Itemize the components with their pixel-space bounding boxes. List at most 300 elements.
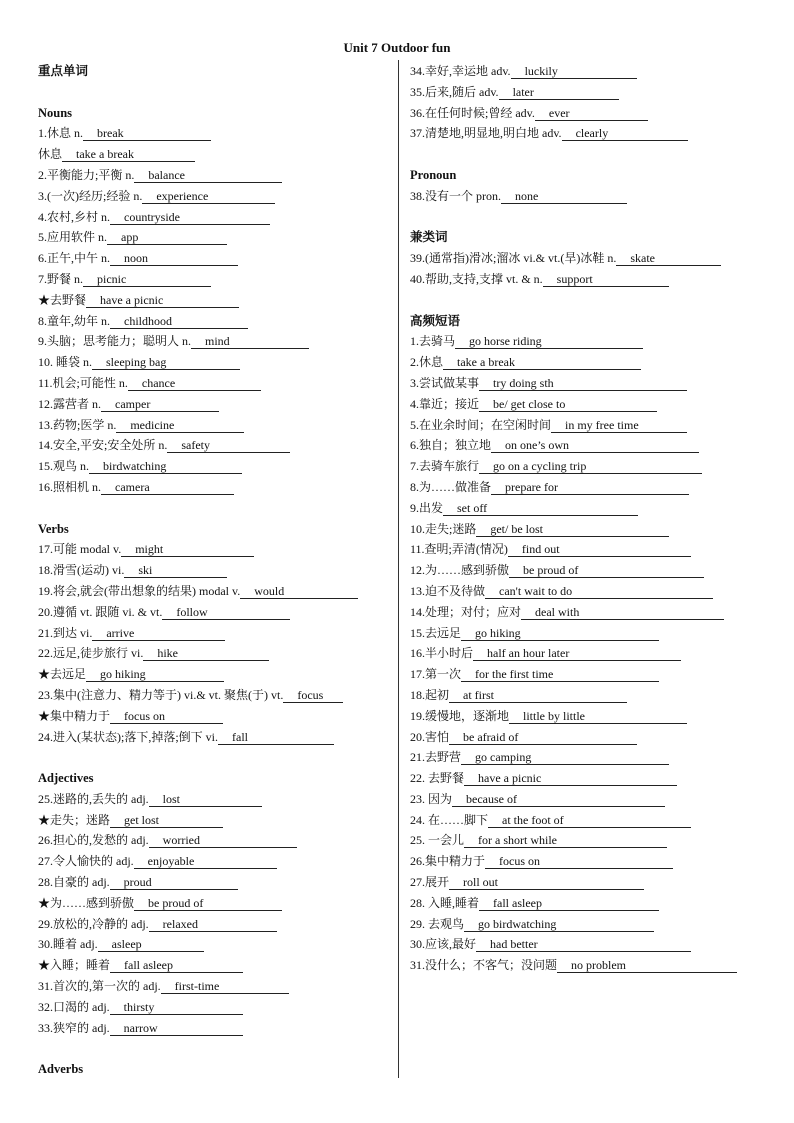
vocab-item (38, 207, 393, 228)
vocab-prompt: 22.远足,徒步旅行 vi. (38, 646, 144, 661)
answer-text: focus (297, 687, 324, 702)
vocab-prompt: 17.第一次 (410, 667, 462, 682)
answer-text: little by little (523, 708, 586, 723)
answer-text: try doing sth (493, 375, 554, 390)
vocab-item (410, 123, 775, 144)
answer-blank (62, 147, 195, 162)
answer-text: at first (463, 687, 495, 702)
answer-blank (283, 688, 343, 703)
answer-text: be proud of (523, 563, 579, 578)
vocab-prompt: 20.遵循 vt. 跟随 vi. & vt. (38, 604, 163, 619)
answer-blank (491, 438, 699, 453)
vocab-prompt: 13.药物;医学 n. (38, 417, 117, 432)
answer-blank (509, 563, 704, 578)
vocab-prompt: ★去野餐 (38, 292, 87, 307)
vocab-item (410, 768, 775, 789)
answer-text: first-time (174, 979, 220, 994)
answer-text: worried (162, 833, 200, 848)
answer-text: fall asleep (124, 958, 173, 973)
answer-blank (476, 522, 669, 537)
answer-blank (240, 584, 358, 599)
answer-blank (551, 418, 687, 433)
vocab-prompt: 5.应用软件 n. (38, 230, 108, 245)
answer-blank (443, 501, 638, 516)
blank-line (38, 82, 393, 103)
answer-text: for a short while (478, 833, 557, 848)
vocab-prompt: 17.可能 modal v. (38, 542, 122, 557)
vocab-prompt: 38.没有一个 pron. (410, 188, 501, 203)
vocab-prompt: 14.安全,平安;安全处所 n. (38, 438, 168, 453)
vocab-item (410, 810, 775, 831)
answer-text: skate (630, 251, 655, 266)
section-heading: 高频短语 (410, 313, 461, 328)
answer-blank (161, 979, 289, 994)
vocab-prompt: 23.集中(注意力、精力等于) vi.& vt. 聚焦(于) vt. (38, 687, 284, 702)
vocab-item (38, 810, 393, 831)
answer-text: be proud of (148, 895, 204, 910)
vocab-item (410, 539, 775, 560)
blank-line (38, 747, 393, 768)
answer-text: for the first time (475, 667, 554, 682)
answer-text: go hiking (100, 667, 146, 682)
vocab-prompt: 3.尝试做某事 (410, 375, 480, 390)
answer-text: deal with (535, 604, 580, 619)
vocab-prompt: 24. 在……脚下 (410, 812, 489, 827)
vocab-item (38, 872, 393, 893)
vocab-prompt: 10. 睡袋 n. (38, 355, 93, 370)
answer-blank (134, 168, 282, 183)
answer-blank (511, 64, 637, 79)
answer-blank (562, 126, 688, 141)
section-heading: Nouns (38, 105, 73, 120)
vocab-prompt: 29.放松的,冷静的 adj. (38, 916, 149, 931)
answer-blank (499, 85, 619, 100)
answer-blank (110, 813, 223, 828)
vocab-prompt: 30.睡着 adj. (38, 937, 98, 952)
answer-blank (110, 251, 238, 266)
vocab-prompt: 28. 入睡,睡着 (410, 895, 480, 910)
answer-text: focus on (124, 708, 166, 723)
vocab-prompt: ★走失；迷路 (38, 812, 111, 827)
answer-text: be afraid of (463, 729, 519, 744)
vocab-item (410, 914, 775, 935)
answer-blank (92, 626, 225, 641)
answer-blank (557, 958, 737, 973)
answer-text: childhood (124, 313, 173, 328)
vocab-item (410, 394, 775, 415)
answer-blank (110, 875, 238, 890)
vocab-item (38, 269, 393, 290)
answer-blank (124, 563, 227, 578)
answer-text: arrive (106, 625, 135, 640)
answer-blank (191, 334, 309, 349)
vocab-item (410, 82, 775, 103)
answer-text: set off (457, 500, 488, 515)
vocab-prompt: 18.起初 (410, 687, 450, 702)
vocab-prompt: 34.幸好,幸运地 adv. (410, 64, 511, 78)
vocab-item (38, 997, 393, 1018)
answer-blank (167, 438, 290, 453)
vocab-item (410, 747, 775, 768)
vocab-item (38, 851, 393, 872)
answer-blank (479, 896, 659, 911)
answer-text: thirsty (123, 999, 155, 1014)
answer-blank (92, 355, 240, 370)
vocab-prompt: ★集中精力于 (38, 708, 111, 723)
answer-blank (101, 397, 219, 412)
vocab-item (38, 560, 393, 581)
vocab-item (410, 851, 775, 872)
answer-blank (464, 771, 677, 786)
vocab-item (410, 269, 775, 290)
vocab-prompt: 37.清楚地,明显地,明白地 adv. (410, 126, 562, 141)
vocab-prompt: 11.查明;弄清(情况) (410, 542, 508, 557)
answer-blank (449, 730, 637, 745)
answer-blank (485, 854, 673, 869)
vocab-prompt: 6.正午,中午 n. (38, 251, 111, 266)
vocab-prompt: 21.去野营 (410, 750, 462, 765)
section-heading: Adjectives (38, 771, 94, 786)
vocab-prompt: 6.独自；独立地 (410, 438, 492, 453)
answer-text: no problem (571, 958, 627, 973)
answer-blank (464, 833, 667, 848)
vocab-item (410, 623, 775, 644)
answer-text: fall (232, 729, 248, 744)
answer-blank (98, 937, 204, 952)
vocab-prompt: ★去远足 (38, 667, 87, 682)
vocab-item (38, 955, 393, 976)
answer-text: sleeping bag (106, 355, 167, 370)
vocab-prompt: 16.半小时后 (410, 646, 474, 661)
vocab-prompt: 25. 一会儿 (410, 833, 465, 848)
answer-blank (491, 480, 689, 495)
vocab-prompt: ★入睡；睡着 (38, 958, 111, 973)
section-heading: Adverbs (38, 1062, 84, 1077)
vocab-item (410, 519, 775, 540)
vocab-item (410, 643, 775, 664)
vocab-item (38, 311, 393, 332)
answer-blank (509, 709, 687, 724)
vocab-prompt: 19.缓慢地，逐渐地 (410, 708, 510, 723)
vocab-item (410, 560, 775, 581)
answer-blank (464, 917, 654, 932)
answer-text: app (121, 230, 139, 245)
vocab-prompt: 7.野餐 n. (38, 271, 84, 286)
vocab-item (410, 581, 775, 602)
answer-text: focus on (499, 854, 541, 869)
vocab-prompt: 35.后来,随后 adv. (410, 84, 499, 99)
vocab-item (410, 352, 775, 373)
vocab-item (38, 830, 393, 851)
answer-blank (83, 126, 211, 141)
vocab-item (38, 394, 393, 415)
answer-text: get/ be lost (490, 521, 544, 536)
answer-text: roll out (463, 875, 499, 890)
answer-text: lost (162, 791, 181, 806)
answer-blank (479, 459, 702, 474)
answer-blank (449, 875, 644, 890)
answer-blank (149, 833, 297, 848)
vocab-item (38, 123, 393, 144)
answer-blank (461, 667, 659, 682)
answer-blank (543, 272, 669, 287)
vocab-prompt: 15.去远足 (410, 625, 462, 640)
answer-blank (143, 646, 269, 661)
vocab-item (38, 539, 393, 560)
answer-blank (116, 418, 244, 433)
answer-text: relaxed (162, 916, 198, 931)
answer-blank (134, 854, 277, 869)
vocab-prompt: 39.(通常指)滑冰;溜冰 vi.& vt.(旱)冰鞋 n. (410, 251, 617, 266)
vocab-item (38, 643, 393, 664)
answer-blank (101, 480, 234, 495)
answer-text: enjoyable (147, 854, 195, 869)
vocab-item (410, 685, 775, 706)
vocab-prompt: 30.应该,最好 (410, 937, 477, 952)
answer-blank (461, 626, 659, 641)
answer-blank (110, 1021, 243, 1036)
answer-blank (476, 937, 691, 952)
vocab-prompt: 2.休息 (410, 355, 444, 370)
vocab-item (410, 186, 775, 207)
vocab-item (38, 248, 393, 269)
vocab-prompt: 8.为……做准备 (410, 479, 492, 494)
answer-blank (142, 189, 275, 204)
vocab-prompt: 19.将会,就会(带出想象的结果) modal v. (38, 583, 241, 598)
vocab-prompt: 12.露营者 n. (38, 396, 102, 411)
vocab-prompt: 1.休息 n. (38, 126, 84, 141)
answer-text: fall asleep (493, 895, 542, 910)
answer-blank (455, 334, 643, 349)
vocab-prompt: 27.展开 (410, 875, 450, 890)
vocab-item (410, 248, 775, 269)
answer-blank (443, 355, 641, 370)
answer-blank (479, 397, 657, 412)
vocab-prompt: 4.靠近；接近 (410, 396, 480, 411)
vocab-item (410, 955, 775, 976)
answer-text: on one’s own (505, 438, 570, 453)
answer-text: go hiking (475, 625, 521, 640)
vocab-item (38, 664, 393, 685)
vocab-item (410, 706, 775, 727)
answer-text: in my free time (565, 417, 639, 432)
vocab-item (410, 602, 775, 623)
answer-blank (149, 917, 277, 932)
answer-blank (110, 1000, 243, 1015)
vocab-item (38, 976, 393, 997)
vocab-item (38, 1018, 393, 1039)
answer-blank (110, 210, 270, 225)
vocab-prompt: 15.观鸟 n. (38, 459, 90, 474)
answer-blank (134, 896, 282, 911)
vocab-item (410, 103, 775, 124)
vocab-item (410, 664, 775, 685)
answer-text: proud (123, 875, 152, 890)
answer-blank (149, 792, 262, 807)
vocab-prompt: 1.去骑马 (410, 334, 456, 349)
vocab-prompt: 5.在业余时间；在空闲时间 (410, 417, 552, 432)
answer-text: luckily (524, 64, 558, 78)
answer-blank (86, 293, 239, 308)
vocab-prompt: 36.在任何时候;曾经 adv. (410, 105, 535, 120)
vocab-prompt: 31.没什么；不客气；没问题 (410, 958, 558, 973)
answer-text: take a break (457, 355, 515, 370)
answer-text: medicine (130, 417, 175, 432)
vocab-prompt: 33.狭窄的 adj. (38, 1020, 110, 1035)
vocab-prompt: 21.到达 vi. (38, 625, 93, 640)
answer-text: because of (466, 791, 517, 806)
answer-text: countryside (124, 209, 181, 224)
answer-blank (616, 251, 721, 266)
vocab-item (410, 373, 775, 394)
vocab-item (410, 934, 775, 955)
answer-text: prepare for (505, 479, 558, 494)
answer-blank (473, 646, 681, 661)
vocab-prompt: 20.害怕 (410, 729, 450, 744)
answer-blank (508, 542, 691, 557)
vocab-item (38, 352, 393, 373)
section-heading: Pronoun (410, 167, 457, 182)
answer-blank (86, 667, 224, 682)
vocab-prompt: 休息 (38, 147, 63, 162)
answer-text: chance (141, 375, 176, 390)
answer-blank (218, 730, 334, 745)
answer-blank (449, 688, 627, 703)
answer-text: would (254, 583, 285, 598)
vocab-item (38, 186, 393, 207)
vocab-prompt: 9.头脑；思考能力；聪明人 n. (38, 334, 192, 349)
vocab-prompt: 14.处理；对付；应对 (410, 604, 522, 619)
answer-blank (452, 792, 665, 807)
answer-text: safety (181, 438, 210, 453)
vocab-prompt: 26.担心的,发愁的 adj. (38, 833, 149, 848)
vocab-prompt: 2.平衡能力;平衡 n. (38, 167, 135, 182)
answer-blank (162, 605, 290, 620)
answer-text: narrow (123, 1020, 158, 1035)
answer-text: asleep (111, 937, 142, 952)
vocab-item (410, 435, 775, 456)
answer-text: go camping (475, 750, 532, 765)
answer-text: might (135, 542, 164, 557)
answer-blank (501, 189, 627, 204)
vocab-prompt: 29. 去观鸟 (410, 916, 465, 931)
answer-text: mind (205, 334, 230, 349)
vocab-item (38, 290, 393, 311)
vocab-item (38, 144, 393, 165)
vocab-prompt: 12.为……感到骄傲 (410, 563, 510, 578)
vocab-item (410, 893, 775, 914)
answer-text: experience (156, 188, 209, 203)
vocab-prompt: 32.口渴的 adj. (38, 999, 110, 1014)
vocab-prompt: 22. 去野餐 (410, 771, 465, 786)
answer-blank (110, 314, 248, 329)
section-heading: 重点单词 (38, 64, 89, 78)
vocab-prompt: 40.帮助,支持,支撑 vt. & n. (410, 271, 543, 286)
vocab-prompt: 8.童年,幼年 n. (38, 313, 111, 328)
answer-blank (110, 709, 223, 724)
answer-text: at the foot of (502, 812, 564, 827)
answer-text: clearly (575, 126, 609, 141)
answer-text: ever (548, 105, 570, 120)
answer-blank (461, 750, 669, 765)
vocab-prompt: 16.照相机 n. (38, 479, 102, 494)
answer-text: noon (124, 251, 149, 266)
answer-text: go birdwatching (478, 916, 557, 931)
answer-blank (485, 584, 713, 599)
answer-text: birdwatching (103, 459, 167, 474)
vocab-item (38, 914, 393, 935)
vocab-item (38, 893, 393, 914)
vocab-prompt: 26.集中精力于 (410, 854, 486, 869)
blank-line (38, 1038, 393, 1059)
vocab-item (410, 456, 775, 477)
vocab-item (38, 165, 393, 186)
vocab-item (38, 581, 393, 602)
vocab-prompt: 11.机会;可能性 n. (38, 375, 128, 390)
right-column (410, 61, 775, 976)
answer-text: take a break (76, 147, 134, 162)
vocab-prompt: 18.滑雪(运动) vi. (38, 563, 125, 578)
answer-blank (535, 106, 648, 121)
answer-text: have a picnic (478, 771, 542, 786)
vocab-item (410, 830, 775, 851)
answer-text: camera (115, 479, 150, 494)
answer-text: find out (521, 542, 560, 557)
answer-text: be/ get close to (493, 396, 566, 411)
vocab-item (38, 456, 393, 477)
answer-text: ski (138, 563, 153, 578)
answer-blank (521, 605, 724, 620)
answer-text: picnic (97, 271, 127, 286)
left-column (38, 61, 393, 1080)
vocab-item (38, 934, 393, 955)
answer-text: follow (176, 604, 208, 619)
vocab-prompt: 9.出发 (410, 500, 444, 515)
answer-blank (110, 958, 243, 973)
answer-text: half an hour later (487, 646, 570, 661)
answer-text: can't wait to do (499, 583, 573, 598)
vocab-prompt: 31.首次的,第一次的 adj. (38, 979, 161, 994)
vocab-prompt: ★为……感到骄傲 (38, 895, 135, 910)
vocab-item (38, 706, 393, 727)
vocab-item (410, 331, 775, 352)
answer-blank (107, 230, 227, 245)
section-heading: Verbs (38, 521, 69, 536)
answer-blank (89, 459, 242, 474)
vocab-item (38, 623, 393, 644)
blank-line (38, 498, 393, 519)
vocab-item (38, 789, 393, 810)
vocab-item (38, 727, 393, 748)
vocab-item (410, 872, 775, 893)
vocab-item (38, 602, 393, 623)
blank-line (410, 207, 775, 228)
answer-text: none (515, 188, 539, 203)
vocab-item (38, 227, 393, 248)
answer-blank (121, 542, 254, 557)
vocab-prompt: 25.迷路的,丢失的 adj. (38, 791, 149, 806)
vocab-item (38, 331, 393, 352)
answer-text: go horse riding (469, 334, 542, 349)
vocab-prompt: 23. 因为 (410, 791, 453, 806)
answer-text: balance (148, 167, 185, 182)
vocab-item (410, 477, 775, 498)
vocab-prompt: 28.自豪的 adj. (38, 875, 110, 890)
answer-text: camper (115, 396, 151, 411)
answer-blank (128, 376, 261, 391)
vocab-prompt: 3.(一次)经历;经验 n. (38, 188, 143, 203)
page-title: Unit 7 Outdoor fun (343, 40, 451, 55)
